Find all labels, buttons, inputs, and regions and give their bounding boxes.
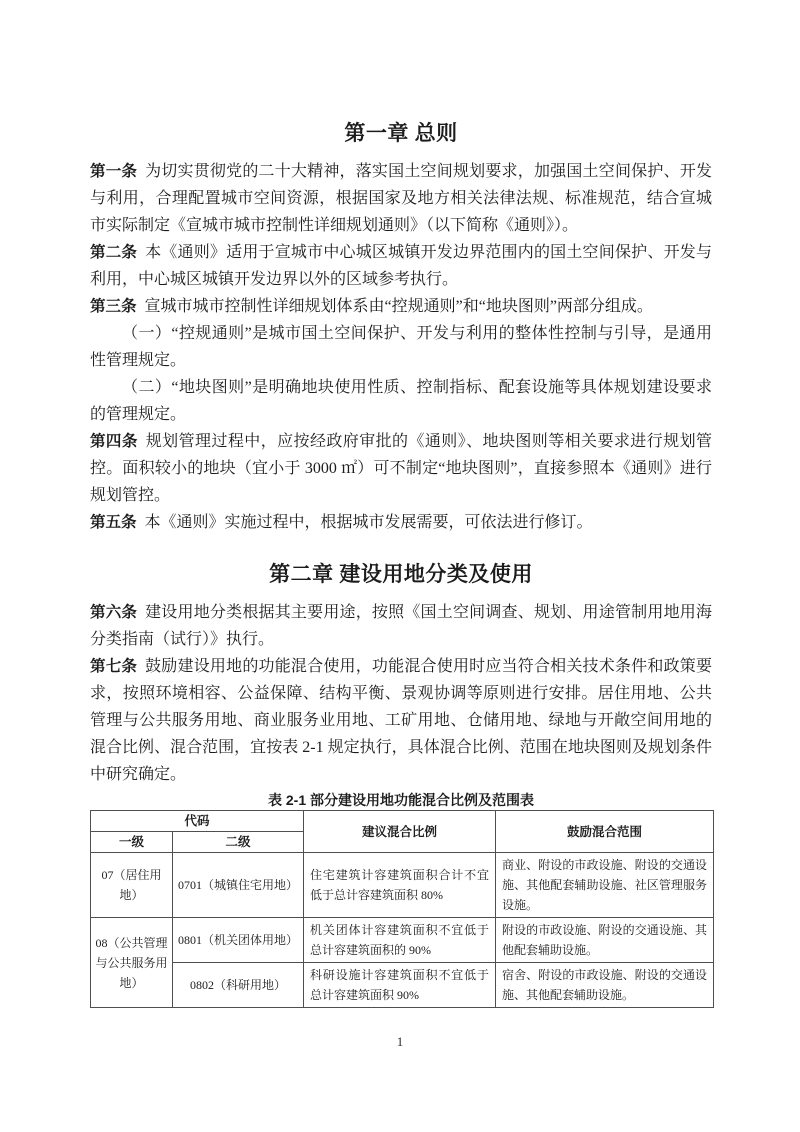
article-7 [90, 653, 712, 788]
mixed-use-table [90, 810, 714, 1008]
article-4-text: 规划管理过程中，应按经政府审批的《通则》、地块图则等相关要求进行规划管控。面积较小的地块（宜小于 3000 ㎡）可不制定“地块图则”，直接参照本《通则》进行规划管控。 [90, 433, 712, 504]
article-6 [90, 599, 712, 653]
article-4-label: 第四条 [90, 433, 138, 450]
article-5-label: 第五条 [90, 514, 137, 531]
table-row-0802 [91, 963, 714, 1008]
col-level2-header: 二级 [173, 832, 304, 853]
article-2-text: 本《通则》适用于宣城市中心城区城镇开发边界范围内的国土空间保护、开发与利用，中心城区城镇开发边界以外的区域参考执行。 [90, 244, 712, 288]
article-5 [90, 509, 712, 536]
cell-range: 附设的市政设施、附设的交通设施、其他配套辅助设施。 [496, 918, 714, 963]
article-3-item-2-text: （二）“地块图则”是明确地块使用性质、控制指标、配套设施等具体规划建设要求的管理规定。 [90, 379, 712, 423]
cell-level1: 07（居住用地） [91, 853, 173, 918]
col-code-header: 代码 [91, 811, 304, 832]
article-1-text: 为切实贯彻党的二十大精神，落实国土空间规划要求，加强国土空间保护、开发与利用，合理配置城市空间资源，根据国家及地方相关法律法规、标准规范，结合宣城市实际制定《宣城市城市控制性详细规划通则》（以下简称《通则》）。 [90, 163, 712, 234]
cell-ratio: 住宅建筑计容建筑面积合计不宜低于总计容建筑面积 80% [304, 853, 496, 918]
article-5-text: 本《通则》实施过程中，根据城市发展需要，可依法进行修订。 [144, 514, 593, 531]
article-3-item-1-text: （一）“控规通则”是城市国土空间保护、开发与利用的整体性控制与引导，是通用性管理规定。 [90, 325, 712, 369]
table-row-0701 [91, 853, 714, 918]
article-3 [90, 293, 712, 320]
article-4 [90, 428, 712, 509]
cell-range: 商业、附设的市政设施、附设的交通设施、其他配套辅助设施、社区管理服务设施。 [496, 853, 714, 918]
article-3-item-1 [90, 320, 712, 374]
chapter-1-heading: 第一章 总则 [344, 121, 458, 145]
article-3-text: 宣城市城市控制性详细规划体系由“控规通则”和“地块图则”两部分组成。 [144, 298, 653, 315]
article-2-label: 第二条 [90, 244, 138, 261]
article-6-text: 建设用地分类根据其主要用途，按照《国土空间调查、规划、用途管制用地用海分类指南（试行）》执行。 [90, 604, 712, 648]
cell-level1: 08（公共管理与公共服务用地） [91, 918, 173, 1008]
table-row-0801 [91, 918, 714, 963]
cell-ratio: 机关团体计容建筑面积不宜低于总计容建筑面积的 90% [304, 918, 496, 963]
col-range-header: 鼓励混合范围 [496, 811, 714, 853]
page-number: 1 [396, 1034, 404, 1049]
cell-ratio: 科研设施计容建筑面积不宜低于总计容建筑面积 90% [304, 963, 496, 1008]
col-level1-header: 一级 [91, 832, 173, 853]
article-1-label: 第一条 [90, 163, 138, 180]
chapter-2-heading: 第二章 建设用地分类及使用 [269, 562, 533, 586]
table-header-row-1 [91, 811, 714, 832]
article-7-text: 鼓励建设用地的功能混合使用，功能混合使用时应当符合相关技术条件和政策要求，按照环境相容、公益保障、结构平衡、景观协调等原则进行安排。居住用地、公共管理与公共服务用地、商业服务业用地、工矿用地、仓储用地、绿地与开敞空间用地的混合比例、混合范围，宜按表 2-1 规定执行，具体混合比例、范围在地块图则及规划条件中研究确定。 [90, 658, 712, 783]
table-caption: 表 2-1 部分建设用地功能混合比例及范围表 [267, 792, 534, 808]
col-ratio-header: 建议混合比例 [304, 811, 496, 853]
article-2 [90, 239, 712, 293]
cell-level2: 0802（科研用地） [173, 963, 304, 1008]
article-1 [90, 158, 712, 239]
article-3-item-2 [90, 374, 712, 428]
article-7-label: 第七条 [90, 658, 138, 675]
article-3-label: 第三条 [90, 298, 137, 315]
cell-level2: 0801（机关团体用地） [173, 918, 304, 963]
article-6-label: 第六条 [90, 604, 138, 621]
cell-range: 宿舍、附设的市政设施、附设的交通设施、其他配套辅助设施。 [496, 963, 714, 1008]
cell-level2: 0701（城镇住宅用地） [173, 853, 304, 918]
